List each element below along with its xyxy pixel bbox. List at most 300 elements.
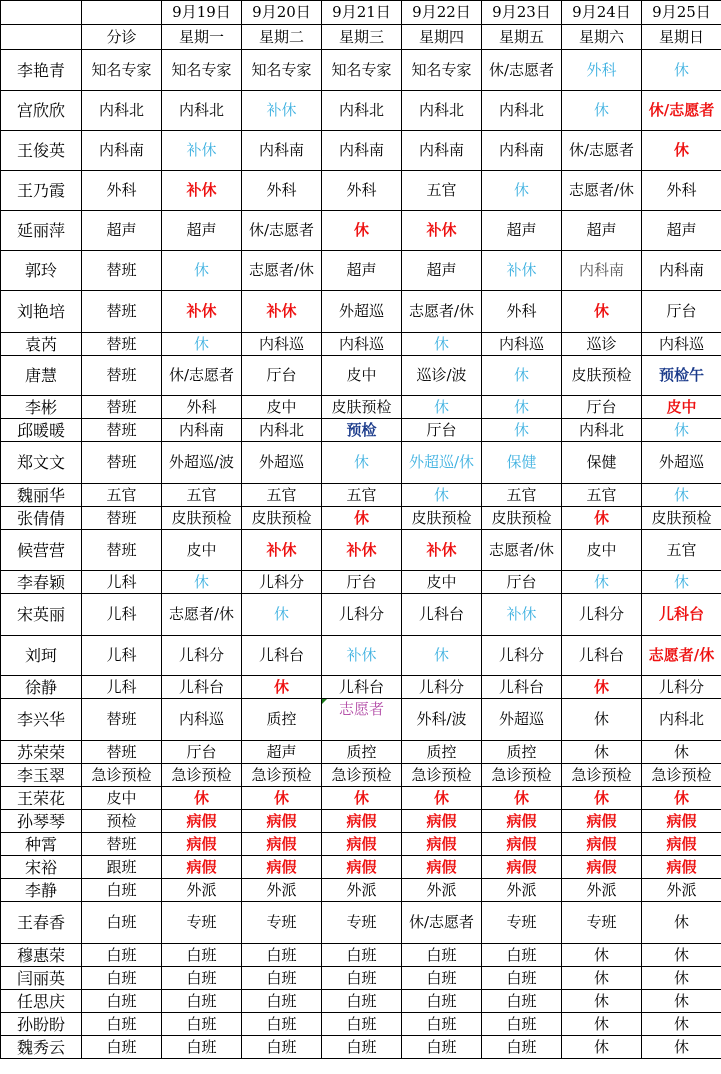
staff-name-cell: 闫丽英 bbox=[1, 967, 82, 990]
shift-cell: 外超巡/波 bbox=[162, 442, 242, 484]
shift-cell: 内科巡 bbox=[242, 333, 322, 356]
shift-cell: 白班 bbox=[242, 1036, 322, 1059]
date-header-cell: 9月22日 bbox=[402, 1, 482, 25]
shift-cell: 儿科台 bbox=[562, 636, 642, 676]
date-header-row bbox=[1, 1, 721, 25]
weekday-header-cell: 星期六 bbox=[562, 25, 642, 50]
staff-name-cell: 邱暖暖 bbox=[1, 419, 82, 442]
shift-cell: 休 bbox=[482, 787, 562, 810]
shift-cell: 志愿者/休 bbox=[482, 530, 562, 571]
shift-cell: 白班 bbox=[482, 944, 562, 967]
header-cell bbox=[82, 1, 162, 25]
shift-cell: 保健 bbox=[562, 442, 642, 484]
shift-cell: 急诊预检 bbox=[242, 764, 322, 787]
shift-cell: 休 bbox=[642, 1013, 721, 1036]
staff-name-cell: 孙盼盼 bbox=[1, 1013, 82, 1036]
shift-cell: 休 bbox=[162, 571, 242, 594]
shift-cell: 休/志愿者 bbox=[562, 131, 642, 171]
staff-name-cell: 袁芮 bbox=[1, 333, 82, 356]
shift-cell: 志愿者/休 bbox=[242, 251, 322, 291]
roster-row bbox=[1, 741, 721, 764]
shift-cell: 补休 bbox=[242, 291, 322, 333]
shift-cell: 白班 bbox=[322, 1013, 402, 1036]
shift-cell: 白班 bbox=[162, 1013, 242, 1036]
shift-cell: 五官 bbox=[242, 484, 322, 507]
shift-cell: 外超巡 bbox=[642, 442, 721, 484]
shift-cell: 内科北 bbox=[162, 91, 242, 131]
shift-cell: 休/志愿者 bbox=[642, 91, 721, 131]
shift-cell: 休 bbox=[642, 902, 721, 944]
shift-cell: 儿科分 bbox=[322, 594, 402, 636]
roster-row bbox=[1, 419, 721, 442]
shift-cell: 病假 bbox=[482, 833, 562, 856]
shift-cell: 休 bbox=[402, 636, 482, 676]
shift-cell: 外派 bbox=[562, 879, 642, 902]
triage-cell: 内科北 bbox=[82, 91, 162, 131]
roster-row bbox=[1, 1036, 721, 1059]
weekday-header-cell: 星期三 bbox=[322, 25, 402, 50]
staff-name-cell: 徐静 bbox=[1, 676, 82, 699]
triage-header-cell: 分诊 bbox=[82, 25, 162, 50]
shift-cell: 休/志愿者 bbox=[402, 902, 482, 944]
triage-cell: 皮中 bbox=[82, 787, 162, 810]
shift-cell: 外超巡 bbox=[322, 291, 402, 333]
shift-cell: 休 bbox=[642, 741, 721, 764]
triage-cell: 替班 bbox=[82, 507, 162, 530]
shift-cell: 内科巡 bbox=[162, 699, 242, 741]
shift-cell: 白班 bbox=[402, 1013, 482, 1036]
shift-cell: 病假 bbox=[562, 856, 642, 879]
shift-cell: 病假 bbox=[162, 810, 242, 833]
shift-cell: 休 bbox=[562, 1036, 642, 1059]
triage-cell: 替班 bbox=[82, 396, 162, 419]
shift-cell: 病假 bbox=[322, 833, 402, 856]
roster-row bbox=[1, 810, 721, 833]
shift-cell: 病假 bbox=[322, 856, 402, 879]
staff-name-cell: 李彬 bbox=[1, 396, 82, 419]
triage-cell: 五官 bbox=[82, 484, 162, 507]
shift-cell: 休 bbox=[322, 507, 402, 530]
header-cell bbox=[1, 25, 82, 50]
shift-cell: 儿科分 bbox=[642, 676, 721, 699]
shift-cell: 病假 bbox=[642, 833, 721, 856]
roster-row bbox=[1, 764, 721, 787]
shift-cell: 皮中 bbox=[242, 396, 322, 419]
shift-cell: 白班 bbox=[402, 990, 482, 1013]
shift-cell: 病假 bbox=[642, 810, 721, 833]
shift-cell: 外科 bbox=[322, 171, 402, 211]
shift-cell: 白班 bbox=[322, 967, 402, 990]
triage-cell: 白班 bbox=[82, 879, 162, 902]
shift-cell: 补休 bbox=[402, 530, 482, 571]
shift-cell: 休 bbox=[162, 787, 242, 810]
triage-cell: 替班 bbox=[82, 251, 162, 291]
shift-cell: 休 bbox=[322, 211, 402, 251]
triage-cell: 替班 bbox=[82, 741, 162, 764]
shift-cell: 五官 bbox=[322, 484, 402, 507]
shift-cell: 白班 bbox=[402, 967, 482, 990]
shift-cell: 质控 bbox=[482, 741, 562, 764]
shift-cell: 白班 bbox=[322, 990, 402, 1013]
shift-cell: 病假 bbox=[242, 833, 322, 856]
shift-cell: 休 bbox=[642, 484, 721, 507]
shift-cell: 皮肤预检 bbox=[162, 507, 242, 530]
staff-name-cell: 刘艳培 bbox=[1, 291, 82, 333]
shift-cell: 超声 bbox=[322, 251, 402, 291]
roster-row bbox=[1, 571, 721, 594]
shift-cell: 病假 bbox=[242, 856, 322, 879]
roster-row bbox=[1, 856, 721, 879]
shift-cell: 外超巡 bbox=[482, 699, 562, 741]
shift-cell: 志愿者/休 bbox=[562, 171, 642, 211]
shift-cell: 皮中 bbox=[642, 396, 721, 419]
shift-cell: 急诊预检 bbox=[482, 764, 562, 787]
weekday-header-cell: 星期日 bbox=[642, 25, 721, 50]
shift-cell: 专班 bbox=[482, 902, 562, 944]
staff-name-cell: 种霄 bbox=[1, 833, 82, 856]
roster-row bbox=[1, 879, 721, 902]
shift-cell: 儿科台 bbox=[162, 676, 242, 699]
weekday-header-cell: 星期二 bbox=[242, 25, 322, 50]
shift-cell: 休 bbox=[242, 676, 322, 699]
shift-cell: 内科巡 bbox=[482, 333, 562, 356]
shift-cell: 儿科分 bbox=[402, 676, 482, 699]
shift-cell: 内科南 bbox=[642, 251, 721, 291]
staff-name-cell: 王春香 bbox=[1, 902, 82, 944]
staff-name-cell: 刘珂 bbox=[1, 636, 82, 676]
staff-name-cell: 魏丽华 bbox=[1, 484, 82, 507]
roster-body bbox=[1, 1, 721, 1059]
shift-cell: 病假 bbox=[402, 833, 482, 856]
shift-cell: 专班 bbox=[162, 902, 242, 944]
shift-cell: 内科北 bbox=[242, 419, 322, 442]
shift-cell: 皮肤预检 bbox=[402, 507, 482, 530]
shift-cell: 内科北 bbox=[322, 91, 402, 131]
shift-cell: 补休 bbox=[322, 530, 402, 571]
roster-row bbox=[1, 251, 721, 291]
staff-name-cell: 王荣花 bbox=[1, 787, 82, 810]
triage-cell: 白班 bbox=[82, 944, 162, 967]
shift-cell: 白班 bbox=[162, 1036, 242, 1059]
shift-cell: 白班 bbox=[322, 1036, 402, 1059]
shift-cell: 休 bbox=[562, 676, 642, 699]
shift-cell: 休 bbox=[482, 419, 562, 442]
shift-cell: 补休 bbox=[402, 211, 482, 251]
shift-cell: 质控 bbox=[322, 741, 402, 764]
shift-cell: 休 bbox=[642, 944, 721, 967]
shift-cell: 外派 bbox=[242, 879, 322, 902]
shift-cell: 外科 bbox=[162, 396, 242, 419]
shift-cell: 内科南 bbox=[242, 131, 322, 171]
shift-cell: 志愿者/休 bbox=[162, 594, 242, 636]
shift-cell: 休 bbox=[642, 990, 721, 1013]
shift-cell: 休 bbox=[482, 171, 562, 211]
roster-row bbox=[1, 91, 721, 131]
roster-row bbox=[1, 787, 721, 810]
shift-cell: 休 bbox=[562, 1013, 642, 1036]
shift-cell: 休 bbox=[562, 990, 642, 1013]
shift-cell: 内科北 bbox=[562, 419, 642, 442]
shift-cell: 休 bbox=[322, 787, 402, 810]
shift-cell: 保健 bbox=[482, 442, 562, 484]
shift-cell: 内科巡 bbox=[642, 333, 721, 356]
shift-cell: 休 bbox=[242, 787, 322, 810]
triage-cell: 超声 bbox=[82, 211, 162, 251]
shift-cell: 厅台 bbox=[162, 741, 242, 764]
roster-row bbox=[1, 594, 721, 636]
shift-cell: 休/志愿者 bbox=[162, 356, 242, 396]
staff-name-cell: 延丽萍 bbox=[1, 211, 82, 251]
shift-cell: 儿科台 bbox=[242, 636, 322, 676]
shift-cell: 儿科分 bbox=[562, 594, 642, 636]
triage-cell: 外科 bbox=[82, 171, 162, 211]
weekday-header-row bbox=[1, 25, 721, 50]
shift-cell: 儿科分 bbox=[162, 636, 242, 676]
staff-name-cell: 宫欣欣 bbox=[1, 91, 82, 131]
shift-cell: 外派 bbox=[402, 879, 482, 902]
triage-cell: 白班 bbox=[82, 1036, 162, 1059]
shift-cell: 外科 bbox=[642, 171, 721, 211]
shift-cell: 白班 bbox=[482, 990, 562, 1013]
shift-cell: 厅台 bbox=[642, 291, 721, 333]
triage-cell: 知名专家 bbox=[82, 50, 162, 91]
roster-row bbox=[1, 396, 721, 419]
shift-cell: 休 bbox=[162, 333, 242, 356]
staff-name-cell: 王俊英 bbox=[1, 131, 82, 171]
staff-name-cell: 李玉翠 bbox=[1, 764, 82, 787]
shift-cell: 皮肤预检 bbox=[242, 507, 322, 530]
shift-cell: 厅台 bbox=[402, 419, 482, 442]
shift-cell: 白班 bbox=[162, 990, 242, 1013]
triage-cell: 替班 bbox=[82, 530, 162, 571]
shift-cell: 休 bbox=[242, 594, 322, 636]
triage-cell: 内科南 bbox=[82, 131, 162, 171]
shift-cell: 外科 bbox=[562, 50, 642, 91]
shift-cell: 内科巡 bbox=[322, 333, 402, 356]
shift-cell: 补休 bbox=[162, 131, 242, 171]
weekday-header-cell: 星期一 bbox=[162, 25, 242, 50]
roster-row bbox=[1, 944, 721, 967]
shift-cell: 补休 bbox=[482, 251, 562, 291]
roster-row bbox=[1, 484, 721, 507]
triage-cell: 白班 bbox=[82, 967, 162, 990]
staff-name-cell: 穆惠荣 bbox=[1, 944, 82, 967]
shift-cell: 休 bbox=[562, 967, 642, 990]
roster-row bbox=[1, 356, 721, 396]
shift-cell: 超声 bbox=[242, 741, 322, 764]
shift-cell: 休 bbox=[562, 741, 642, 764]
shift-cell: 病假 bbox=[562, 833, 642, 856]
shift-cell: 皮中 bbox=[322, 356, 402, 396]
shift-cell: 补休 bbox=[242, 530, 322, 571]
shift-cell: 病假 bbox=[322, 810, 402, 833]
triage-cell: 急诊预检 bbox=[82, 764, 162, 787]
shift-cell: 儿科分 bbox=[482, 636, 562, 676]
shift-cell: 巡诊 bbox=[562, 333, 642, 356]
date-header-cell: 9月20日 bbox=[242, 1, 322, 25]
staff-name-cell: 王乃霞 bbox=[1, 171, 82, 211]
shift-cell: 休 bbox=[562, 291, 642, 333]
shift-cell: 白班 bbox=[242, 990, 322, 1013]
roster-row bbox=[1, 50, 721, 91]
shift-cell: 专班 bbox=[322, 902, 402, 944]
shift-cell: 休 bbox=[402, 333, 482, 356]
shift-cell: 休 bbox=[642, 419, 721, 442]
shift-cell: 儿科台 bbox=[322, 676, 402, 699]
roster-row bbox=[1, 530, 721, 571]
shift-cell: 休 bbox=[402, 396, 482, 419]
shift-cell: 急诊预检 bbox=[402, 764, 482, 787]
shift-cell: 病假 bbox=[562, 810, 642, 833]
shift-cell: 休/志愿者 bbox=[242, 211, 322, 251]
roster-row bbox=[1, 131, 721, 171]
shift-cell: 白班 bbox=[482, 1036, 562, 1059]
shift-cell: 质控 bbox=[242, 699, 322, 741]
shift-cell: 病假 bbox=[402, 856, 482, 879]
shift-cell: 五官 bbox=[562, 484, 642, 507]
triage-cell: 替班 bbox=[82, 333, 162, 356]
shift-cell: 五官 bbox=[162, 484, 242, 507]
shift-cell: 内科南 bbox=[162, 419, 242, 442]
staff-name-cell: 郭玲 bbox=[1, 251, 82, 291]
roster-row bbox=[1, 211, 721, 251]
shift-cell: 休 bbox=[162, 251, 242, 291]
shift-cell: 休 bbox=[642, 787, 721, 810]
shift-cell: 休 bbox=[562, 699, 642, 741]
triage-cell: 儿科 bbox=[82, 571, 162, 594]
triage-cell: 儿科 bbox=[82, 594, 162, 636]
shift-cell: 皮中 bbox=[402, 571, 482, 594]
shift-cell: 外科 bbox=[482, 291, 562, 333]
shift-cell: 儿科分 bbox=[242, 571, 322, 594]
roster-row bbox=[1, 676, 721, 699]
shift-cell: 外科/波 bbox=[402, 699, 482, 741]
shift-cell: 病假 bbox=[162, 833, 242, 856]
triage-cell: 白班 bbox=[82, 1013, 162, 1036]
roster-row bbox=[1, 442, 721, 484]
triage-cell: 白班 bbox=[82, 902, 162, 944]
shift-cell: 内科南 bbox=[562, 251, 642, 291]
shift-cell: 厅台 bbox=[322, 571, 402, 594]
shift-cell: 补休 bbox=[482, 594, 562, 636]
triage-cell: 儿科 bbox=[82, 636, 162, 676]
shift-cell: 儿科台 bbox=[402, 594, 482, 636]
shift-cell: 休 bbox=[642, 131, 721, 171]
shift-cell: 白班 bbox=[402, 1036, 482, 1059]
shift-cell: 休 bbox=[562, 571, 642, 594]
staff-name-cell: 魏秀云 bbox=[1, 1036, 82, 1059]
shift-cell: 外派 bbox=[642, 879, 721, 902]
shift-cell: 病假 bbox=[402, 810, 482, 833]
shift-cell: 病假 bbox=[162, 856, 242, 879]
roster-row bbox=[1, 1013, 721, 1036]
date-header-cell: 9月24日 bbox=[562, 1, 642, 25]
shift-cell: 志愿者 bbox=[322, 699, 402, 741]
shift-cell: 外科 bbox=[242, 171, 322, 211]
roster-row bbox=[1, 636, 721, 676]
shift-cell: 休 bbox=[642, 571, 721, 594]
shift-cell: 休 bbox=[642, 50, 721, 91]
staff-name-cell: 宋英丽 bbox=[1, 594, 82, 636]
shift-cell: 白班 bbox=[242, 944, 322, 967]
roster-row bbox=[1, 699, 721, 741]
shift-cell: 休 bbox=[642, 967, 721, 990]
shift-cell: 病假 bbox=[642, 856, 721, 879]
shift-cell: 厅台 bbox=[482, 571, 562, 594]
shift-cell: 知名专家 bbox=[322, 50, 402, 91]
shift-cell: 休 bbox=[402, 484, 482, 507]
triage-cell: 替班 bbox=[82, 442, 162, 484]
shift-cell: 白班 bbox=[242, 1013, 322, 1036]
shift-cell: 休 bbox=[562, 787, 642, 810]
shift-cell: 预检 bbox=[322, 419, 402, 442]
weekday-header-cell: 星期四 bbox=[402, 25, 482, 50]
shift-cell: 内科北 bbox=[402, 91, 482, 131]
shift-cell: 外超巡/休 bbox=[402, 442, 482, 484]
shift-cell: 白班 bbox=[242, 967, 322, 990]
shift-cell: 白班 bbox=[162, 967, 242, 990]
staff-name-cell: 郑文文 bbox=[1, 442, 82, 484]
shift-cell: 病假 bbox=[242, 810, 322, 833]
triage-cell: 预检 bbox=[82, 810, 162, 833]
shift-cell: 厅台 bbox=[562, 396, 642, 419]
shift-cell: 质控 bbox=[402, 741, 482, 764]
triage-cell: 替班 bbox=[82, 699, 162, 741]
roster-row bbox=[1, 333, 721, 356]
shift-cell: 皮中 bbox=[562, 530, 642, 571]
shift-cell: 病假 bbox=[482, 810, 562, 833]
shift-cell: 厅台 bbox=[242, 356, 322, 396]
shift-cell: 内科南 bbox=[402, 131, 482, 171]
shift-cell: 休/志愿者 bbox=[482, 50, 562, 91]
shift-cell: 外派 bbox=[162, 879, 242, 902]
shift-cell: 补休 bbox=[162, 291, 242, 333]
triage-cell: 替班 bbox=[82, 419, 162, 442]
shift-cell: 五官 bbox=[642, 530, 721, 571]
shift-cell: 预检午 bbox=[642, 356, 721, 396]
shift-cell: 皮肤预检 bbox=[642, 507, 721, 530]
shift-cell: 急诊预检 bbox=[322, 764, 402, 787]
shift-cell: 皮肤预检 bbox=[322, 396, 402, 419]
staff-name-cell: 候营营 bbox=[1, 530, 82, 571]
date-header-cell: 9月19日 bbox=[162, 1, 242, 25]
shift-cell: 五官 bbox=[482, 484, 562, 507]
triage-cell: 白班 bbox=[82, 990, 162, 1013]
roster-row bbox=[1, 967, 721, 990]
shift-cell: 五官 bbox=[402, 171, 482, 211]
shift-cell: 内科南 bbox=[482, 131, 562, 171]
shift-cell: 休 bbox=[322, 442, 402, 484]
shift-cell: 补休 bbox=[242, 91, 322, 131]
shift-cell: 儿科台 bbox=[482, 676, 562, 699]
shift-cell: 超声 bbox=[162, 211, 242, 251]
shift-cell: 白班 bbox=[482, 967, 562, 990]
shift-cell: 白班 bbox=[322, 944, 402, 967]
date-header-cell: 9月21日 bbox=[322, 1, 402, 25]
shift-cell: 急诊预检 bbox=[642, 764, 721, 787]
shift-cell: 超声 bbox=[482, 211, 562, 251]
triage-cell: 儿科 bbox=[82, 676, 162, 699]
triage-cell: 跟班 bbox=[82, 856, 162, 879]
weekday-header-cell: 星期五 bbox=[482, 25, 562, 50]
roster-row bbox=[1, 507, 721, 530]
staff-name-cell: 李静 bbox=[1, 879, 82, 902]
staff-name-cell: 唐慧 bbox=[1, 356, 82, 396]
staff-name-cell: 苏荣荣 bbox=[1, 741, 82, 764]
shift-cell: 急诊预检 bbox=[162, 764, 242, 787]
roster-row bbox=[1, 291, 721, 333]
shift-cell: 休 bbox=[402, 787, 482, 810]
